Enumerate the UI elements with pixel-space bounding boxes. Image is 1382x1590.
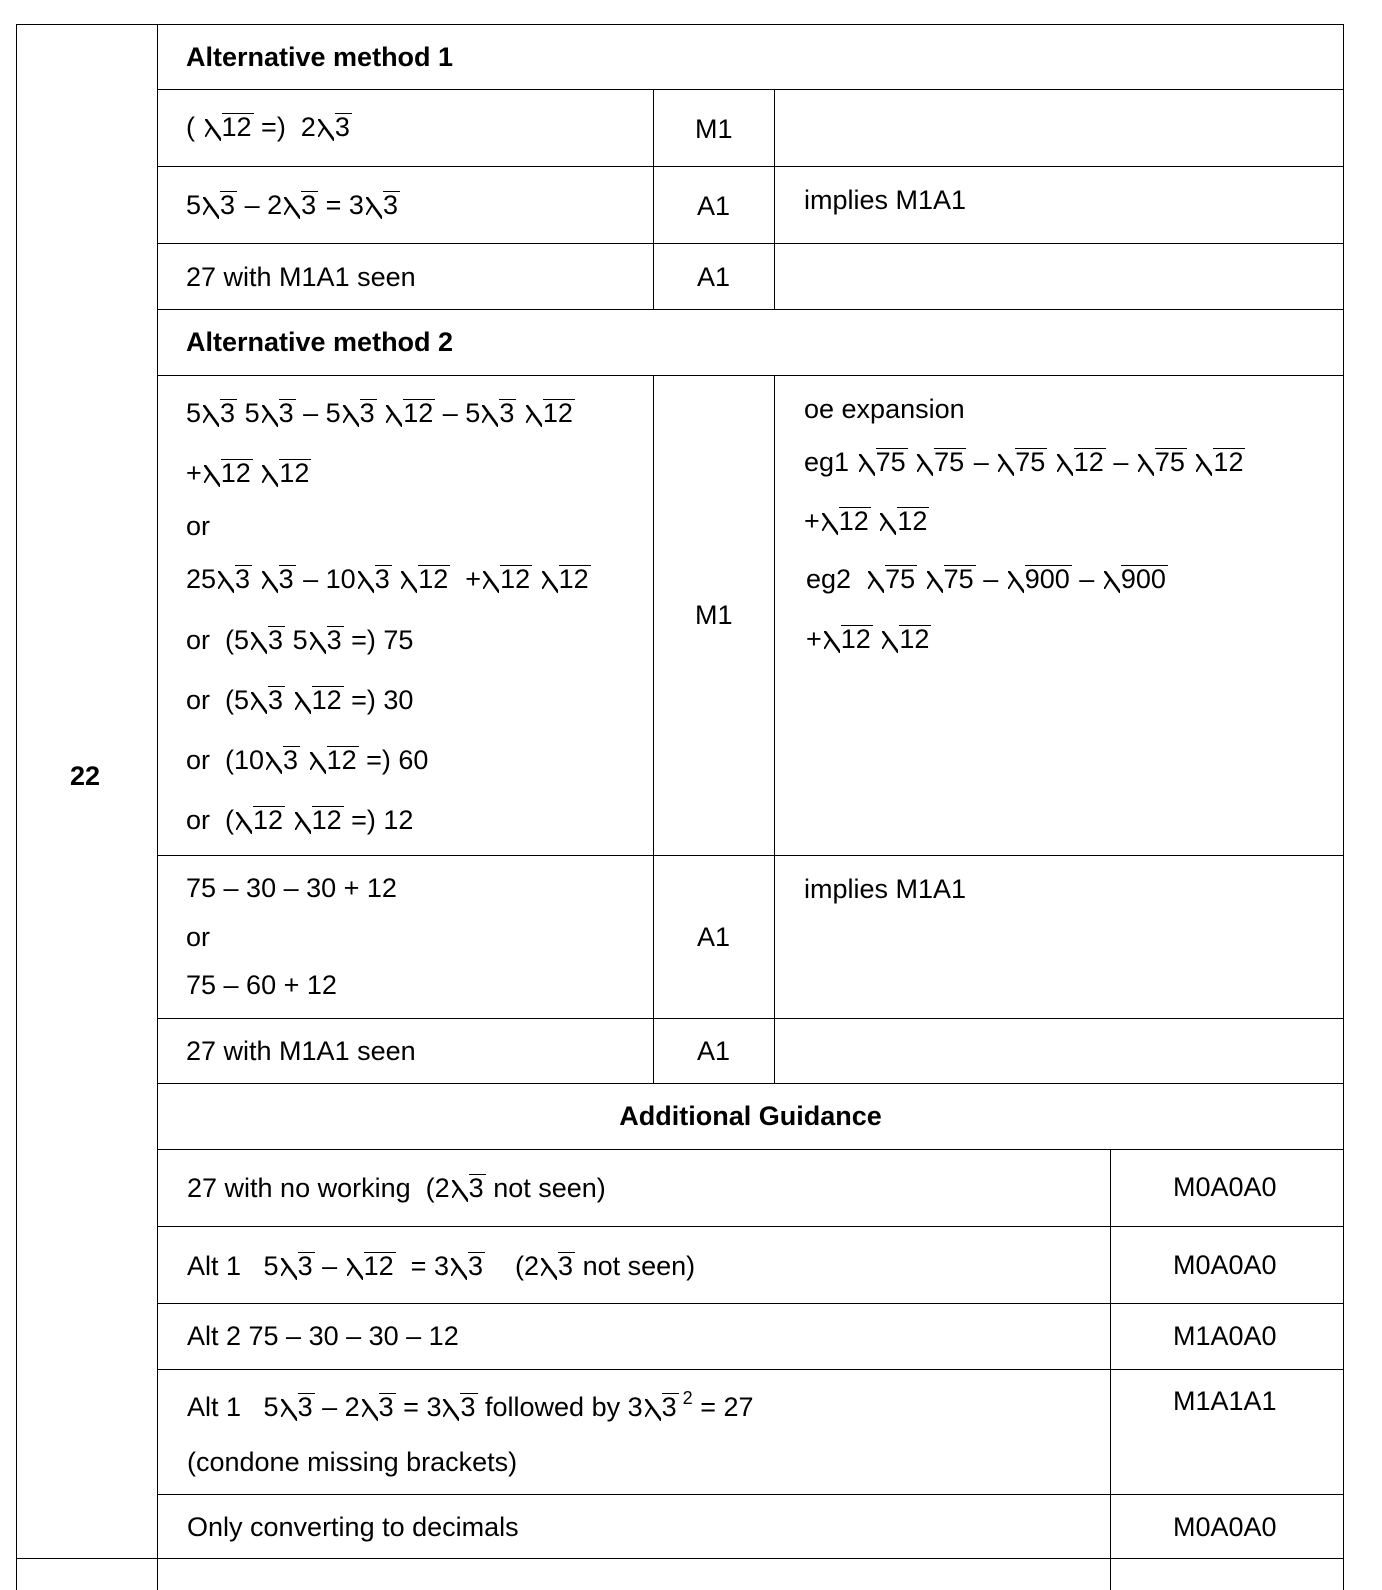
guidance-row5-text: Only converting to decimals [187, 1512, 519, 1542]
guidance-row3-text: Alt 2 75 – 30 – 30 – 12 [187, 1321, 459, 1351]
alt2-row1-mark: M1 [695, 600, 733, 630]
alt2-row3-mark: A1 [697, 1036, 731, 1066]
alt1-heading: Alternative method 1 [186, 42, 454, 72]
guidance-row2-mark: M0A0A0 [1173, 1250, 1277, 1280]
alt1-row2-answer: 5 3 – 2 3 = 3 3 [186, 190, 398, 220]
question-number: 22 [70, 761, 101, 791]
alt2-row2-line1: 75 – 30 – 30 + 12 [186, 873, 397, 903]
alt1-row1-mark: M1 [695, 114, 733, 144]
guidance-row3-mark: M1A0A0 [1173, 1321, 1277, 1351]
guidance-row1-text: 27 with no working (2 3 not seen) [187, 1173, 606, 1203]
alt1-row2-mark: A1 [697, 191, 731, 221]
alt1-row3-mark: A1 [697, 262, 731, 292]
alt2-row2-line2: or [186, 922, 211, 952]
guidance-row4-text: Alt 1 5 3 – 2 3 = 3 3 followed by 3 3 $^2$ = 27 [187, 1388, 754, 1422]
alt2-row3-answer: 27 with M1A1 seen [186, 1036, 416, 1066]
alt2-row2-comment: implies M1A1 [804, 874, 967, 904]
guidance-row5-mark: M0A0A0 [1173, 1512, 1277, 1542]
alt2-row2-mark: A1 [697, 922, 731, 952]
guidance-row2-text: Alt 1 5 3 – 12 = 3 3 (2 3 not seen) [187, 1251, 696, 1281]
guidance-row1-mark: M0A0A0 [1173, 1172, 1277, 1202]
alt1-row3-answer: 27 with M1A1 seen [186, 262, 416, 292]
alt1-row2-comment: implies M1A1 [804, 185, 967, 215]
alt2-row2-line3: 75 – 60 + 12 [186, 970, 337, 1000]
alt1-row1-answer: ( 12 =) 2 3 [186, 112, 350, 142]
guidance-row4-note: (condone missing brackets) [187, 1447, 518, 1477]
guidance-heading: Additional Guidance [619, 1101, 882, 1131]
guidance-row4-mark: M1A1A1 [1173, 1386, 1277, 1416]
alt2-heading: Alternative method 2 [186, 327, 454, 357]
